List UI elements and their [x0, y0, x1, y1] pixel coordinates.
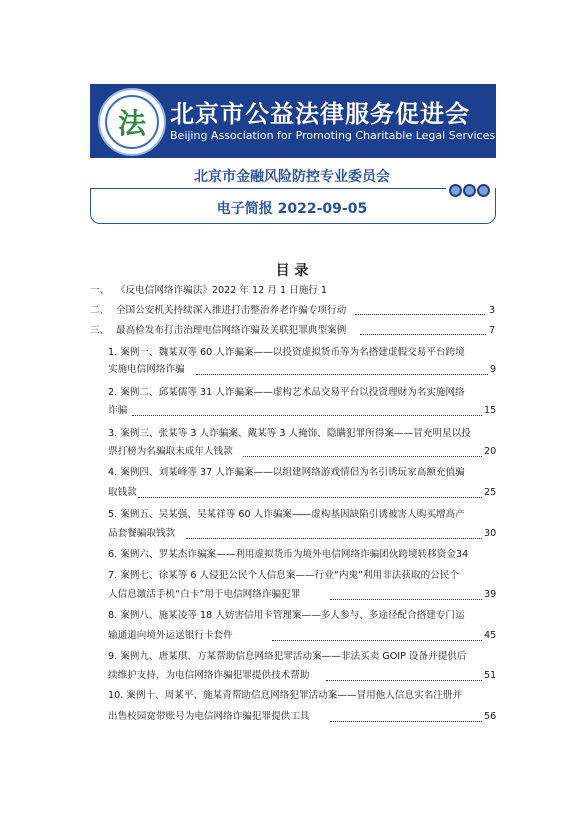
page-number: 3: [489, 305, 496, 316]
page-number: 15: [484, 405, 497, 416]
toc-case-line2: 品套餐骗取钱款: [108, 528, 176, 539]
page-number: 56: [484, 711, 497, 722]
org-name-en: Beijing Association for Promoting Charitable Legal Services: [170, 129, 496, 142]
toc-case-line2: 取钱款: [108, 487, 137, 498]
page-number: 45: [484, 630, 497, 641]
toc-case-line1: 5. 案例五、吴某强、吴某祥等 60 人诈骗案——虚构基因缺陷引诱被害人购买增高产: [108, 509, 465, 520]
toc-section: 一、 《反电信网络诈骗法》2022 年 12 月 1 日施行 1: [90, 285, 328, 296]
toc-case-line2: 票打榜为名骗取未成年人钱款: [108, 446, 233, 457]
toc-case-line1: 8. 案例八、施某凌等 18 人妨害信用卡管理案——多人参与、多途径配合搭建专门运: [108, 610, 465, 621]
association-logo-icon: 法: [98, 88, 166, 156]
toc-case-line2: 实施电信网络诈骗: [108, 364, 185, 375]
committee-name: 北京市金融风险防控专业委员会: [194, 169, 390, 185]
page-number: 9: [490, 364, 497, 375]
page-number: 25: [484, 487, 497, 498]
page-number: 30: [484, 528, 497, 539]
page-number: 20: [484, 446, 497, 457]
toc-case-line1: 1. 案例一、魏某双等 60 人诈骗案——以投资虚拟货币等为名搭建虚假交易平台跨境: [108, 347, 465, 358]
toc-case-line1: 9. 案例九、唐某琪、方某帮助信息网络犯罪活动案——非法买卖 GOIP 设备并提供后: [108, 651, 467, 662]
toc-case-line2: 出售校园宽带账号为电信网络诈骗犯罪提供工具: [108, 711, 310, 722]
toc-case-line1: 10. 案例十、周某平、施某青帮助信息网络犯罪活动案——冒用他人信息实名注册并: [108, 690, 463, 701]
page-number: 51: [484, 670, 497, 681]
toc-case-line1: 6. 案例六、罗某杰诈骗案——利用虚拟货币为境外电信网络诈骗团伙跨境转移资金34: [108, 549, 469, 560]
toc-case-line1: 2. 案例二、邱某儒等 31 人诈骗案——虚构艺术品交易平台以投资理财为名实施网络: [108, 387, 465, 398]
toc-case-line2: 输通道向境外运送银行卡套件: [108, 630, 233, 641]
toc-case-line1: 4. 案例四、刘某峰等 37 人诈骗案——以组建网络游戏情侣为名引诱玩家高额充值骗: [108, 467, 465, 478]
toc-case-line2: 人信息激活手机“白卡”用于电信网络诈骗犯罪: [108, 589, 301, 600]
brief-title: 电子简报 2022-09-05: [216, 201, 368, 217]
toc-case-line1: 7. 案例七、徐某等 6 人侵犯公民个人信息案——行业“内鬼”利用非法获取的公民个: [108, 570, 459, 581]
toc-section: 二、 全国公安机关持续深入推进打击整治养老诈骗专项行动: [90, 305, 347, 316]
page-number: 39: [484, 589, 497, 600]
toc-section: 三、 最高检发布打击治理电信网络诈骗及关联犯罪典型案例: [90, 325, 347, 336]
toc-case-line1: 3. 案例三、张某等 3 人诈骗案、戴某等 3 人掩饰、隐瞒犯罪所得案——冒充明星以投: [108, 428, 471, 439]
toc-case-line2: 续维护支持，为电信网络诈骗犯罪提供技术帮助: [108, 670, 310, 681]
toc-title: 目 录: [275, 263, 309, 279]
page-number: 7: [489, 325, 496, 336]
org-name-cn: 北京市公益法律服务促进会: [170, 100, 470, 128]
header-banner: [90, 84, 496, 158]
toc-case-line2: 诈骗: [108, 405, 128, 416]
